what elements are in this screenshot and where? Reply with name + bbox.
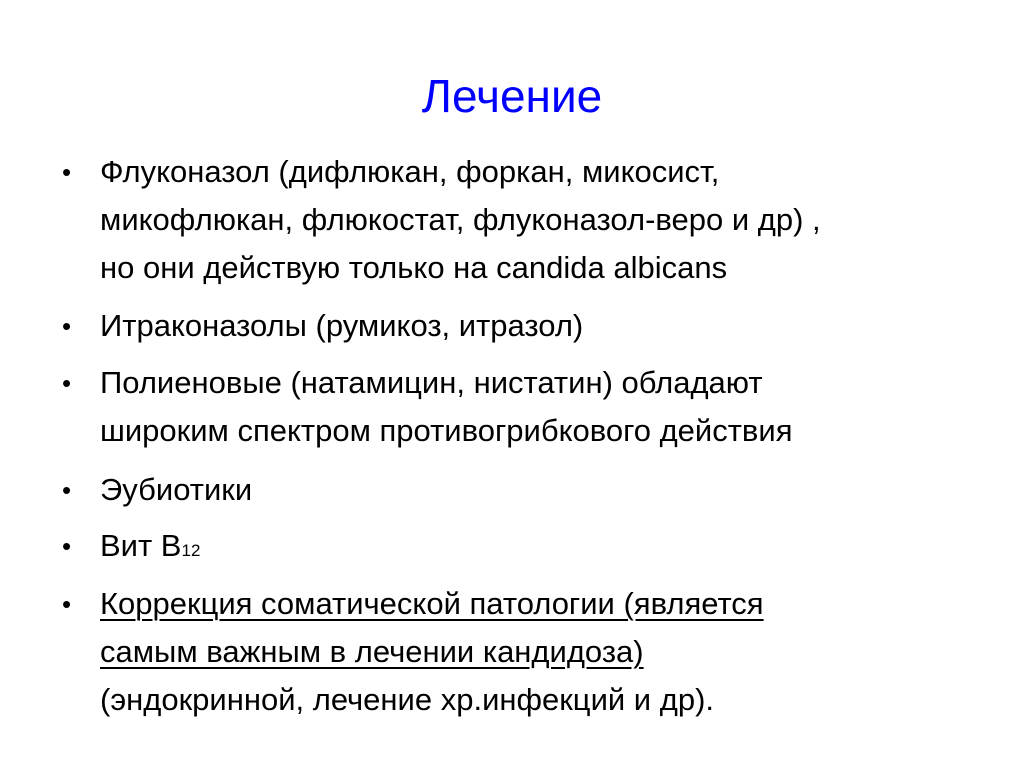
item-line: (эндокринной, лечение хр.инфекций и др). [100, 682, 715, 717]
item-line [100, 522, 200, 575]
bullet-icon: • [62, 311, 72, 341]
item-line: но они действую только на candida albicans [100, 250, 728, 285]
item-line: широким спектром противогрибкового действия [100, 413, 793, 448]
underlined-line: Коррекция соматической патологии (является [100, 586, 764, 621]
bullet-icon: • [62, 589, 72, 619]
item-line: Эубиотики [100, 472, 253, 507]
item-line: Итраконазолы (румикоз, итразол) [100, 308, 584, 343]
vitamin-text: Вит В [100, 528, 182, 563]
bullet-icon: • [62, 531, 72, 561]
item-line: Флуконазол (дифлюкан, форкан, микосист, [100, 154, 720, 189]
item-line: Полиеновые (натамицин, нистатин) обладают [100, 365, 763, 400]
bullet-icon: • [62, 475, 72, 505]
subscript: 12 [181, 541, 201, 560]
item-line: микофлюкан, флюкостат, флуконазол-веро и др) , [100, 202, 821, 237]
bullet-icon: • [62, 368, 72, 398]
bullet-icon: • [62, 157, 72, 187]
underlined-line: самым важным в лечении кандидоза) [100, 634, 644, 669]
slide-title: Лечение [421, 70, 603, 122]
